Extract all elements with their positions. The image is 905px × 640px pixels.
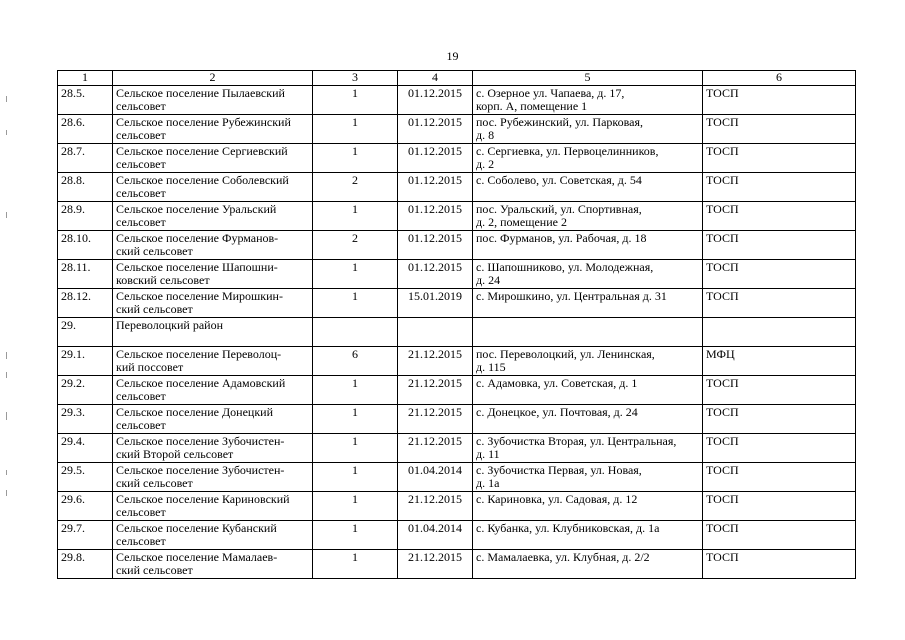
column-header-5: 5 (473, 71, 703, 86)
address-cell: пос. Рубежинский, ул. Парковая, д. 8 (473, 115, 703, 144)
type-cell: ТОСП (703, 173, 856, 202)
date-cell: 01.04.2014 (398, 521, 473, 550)
date-cell: 01.12.2015 (398, 231, 473, 260)
count-cell: 1 (313, 115, 398, 144)
table-row (58, 231, 856, 260)
address-cell: с. Адамовка, ул. Советская, д. 1 (473, 376, 703, 405)
row-number-cell: 28.5. (58, 86, 113, 115)
count-cell: 1 (313, 550, 398, 579)
type-cell: ТОСП (703, 144, 856, 173)
row-number-cell: 29.6. (58, 492, 113, 521)
count-cell: 1 (313, 434, 398, 463)
row-number-cell: 29.8. (58, 550, 113, 579)
row-number-cell: 29.5. (58, 463, 113, 492)
row-number-cell: 28.7. (58, 144, 113, 173)
scan-margin-mark (6, 130, 7, 135)
count-cell: 1 (313, 405, 398, 434)
column-header-1: 1 (58, 71, 113, 86)
address-cell: пос. Уральский, ул. Спортивная, д. 2, помещение 2 (473, 202, 703, 231)
row-number-cell: 28.10. (58, 231, 113, 260)
address-cell: пос. Переволоцкий, ул. Ленинская, д. 115 (473, 347, 703, 376)
count-cell: 1 (313, 376, 398, 405)
type-cell: ТОСП (703, 289, 856, 318)
row-number-cell: 29. (58, 318, 113, 347)
count-cell: 1 (313, 521, 398, 550)
type-cell: ТОСП (703, 86, 856, 115)
scan-margin-mark (6, 412, 7, 420)
address-cell (473, 318, 703, 347)
settlement-name-cell: Сельское поселение Сергиевский сельсовет (113, 144, 313, 173)
count-cell: 6 (313, 347, 398, 376)
settlement-name-cell: Сельское поселение Рубежинский сельсовет (113, 115, 313, 144)
type-cell: ТОСП (703, 260, 856, 289)
settlement-name-cell: Переволоцкий район (113, 318, 313, 347)
column-header-2: 2 (113, 71, 313, 86)
count-cell: 1 (313, 86, 398, 115)
type-cell: ТОСП (703, 434, 856, 463)
scan-margin-mark (6, 96, 7, 102)
address-cell: пос. Фурманов, ул. Рабочая, д. 18 (473, 231, 703, 260)
address-cell: с. Шапошниково, ул. Молодежная, д. 24 (473, 260, 703, 289)
table-row (58, 347, 856, 376)
settlement-name-cell: Сельское поселение Кубанский сельсовет (113, 521, 313, 550)
count-cell: 1 (313, 463, 398, 492)
address-cell: с. Мамалаевка, ул. Клубная, д. 2/2 (473, 550, 703, 579)
row-number-cell: 29.4. (58, 434, 113, 463)
type-cell: ТОСП (703, 115, 856, 144)
date-cell: 01.12.2015 (398, 173, 473, 202)
address-cell: с. Зубочистка Первая, ул. Новая, д. 1а (473, 463, 703, 492)
address-cell: с. Мирошкино, ул. Центральная д. 31 (473, 289, 703, 318)
settlement-name-cell: Сельское поселение Соболевский сельсовет (113, 173, 313, 202)
row-number-cell: 28.12. (58, 289, 113, 318)
address-cell: с. Озерное ул. Чапаева, д. 17, корп. А, помещение 1 (473, 86, 703, 115)
count-cell: 1 (313, 144, 398, 173)
type-cell: ТОСП (703, 231, 856, 260)
date-cell: 01.12.2015 (398, 86, 473, 115)
service-points-table (57, 70, 856, 579)
table-row (58, 550, 856, 579)
table-row (58, 173, 856, 202)
settlement-name-cell: Сельское поселение Адамовский сельсовет (113, 376, 313, 405)
table-row (58, 405, 856, 434)
table-row (58, 318, 856, 347)
date-cell: 21.12.2015 (398, 492, 473, 521)
row-number-cell: 28.9. (58, 202, 113, 231)
type-cell: ТОСП (703, 492, 856, 521)
date-cell (398, 318, 473, 347)
type-cell: ТОСП (703, 521, 856, 550)
row-number-cell: 28.6. (58, 115, 113, 144)
settlement-name-cell: Сельское поселение Шапошни- ковский сельсовет (113, 260, 313, 289)
scan-margin-mark (6, 352, 7, 359)
date-cell: 01.12.2015 (398, 115, 473, 144)
date-cell: 21.12.2015 (398, 550, 473, 579)
type-cell: ТОСП (703, 405, 856, 434)
address-cell: с. Кариновка, ул. Садовая, д. 12 (473, 492, 703, 521)
column-header-6: 6 (703, 71, 856, 86)
table-header-row (58, 71, 856, 86)
table-row (58, 492, 856, 521)
table-row (58, 260, 856, 289)
table-row (58, 376, 856, 405)
date-cell: 01.12.2015 (398, 144, 473, 173)
settlement-name-cell: Сельское поселение Зубочистен- ский сельсовет (113, 463, 313, 492)
count-cell: 2 (313, 231, 398, 260)
address-cell: с. Соболево, ул. Советская, д. 54 (473, 173, 703, 202)
row-number-cell: 29.2. (58, 376, 113, 405)
count-cell: 1 (313, 202, 398, 231)
settlement-name-cell: Сельское поселение Переволоц- кий поссовет (113, 347, 313, 376)
settlement-name-cell: Сельское поселение Мамалаев- ский сельсовет (113, 550, 313, 579)
column-header-4: 4 (398, 71, 473, 86)
address-cell: с. Сергиевка, ул. Первоцелинников, д. 2 (473, 144, 703, 173)
row-number-cell: 29.7. (58, 521, 113, 550)
type-cell: МФЦ (703, 347, 856, 376)
count-cell (313, 318, 398, 347)
count-cell: 1 (313, 289, 398, 318)
type-cell: ТОСП (703, 376, 856, 405)
address-cell: с. Зубочистка Вторая, ул. Центральная, д. 11 (473, 434, 703, 463)
row-number-cell: 29.3. (58, 405, 113, 434)
scan-margin-mark (6, 212, 7, 218)
settlement-name-cell: Сельское поселение Донецкий сельсовет (113, 405, 313, 434)
date-cell: 21.12.2015 (398, 434, 473, 463)
count-cell: 1 (313, 260, 398, 289)
date-cell: 21.12.2015 (398, 376, 473, 405)
table-row (58, 463, 856, 492)
scan-margin-mark (6, 372, 7, 378)
row-number-cell: 29.1. (58, 347, 113, 376)
date-cell: 01.12.2015 (398, 260, 473, 289)
date-cell: 15.01.2019 (398, 289, 473, 318)
date-cell: 21.12.2015 (398, 405, 473, 434)
date-cell: 21.12.2015 (398, 347, 473, 376)
row-number-cell: 28.11. (58, 260, 113, 289)
count-cell: 1 (313, 492, 398, 521)
settlement-name-cell: Сельское поселение Кариновский сельсовет (113, 492, 313, 521)
settlement-name-cell: Сельское поселение Пылаевский сельсовет (113, 86, 313, 115)
type-cell: ТОСП (703, 550, 856, 579)
settlement-name-cell: Сельское поселение Мирошкин- ский сельсовет (113, 289, 313, 318)
settlement-name-cell: Сельское поселение Фурманов- ский сельсовет (113, 231, 313, 260)
settlement-name-cell: Сельское поселение Уральский сельсовет (113, 202, 313, 231)
type-cell (703, 318, 856, 347)
page-number: 19 (446, 49, 459, 63)
row-number-cell: 28.8. (58, 173, 113, 202)
count-cell: 2 (313, 173, 398, 202)
table-row (58, 521, 856, 550)
settlement-name-cell: Сельское поселение Зубочистен- ский Второй сельсовет (113, 434, 313, 463)
address-cell: с. Донецкое, ул. Почтовая, д. 24 (473, 405, 703, 434)
address-cell: с. Кубанка, ул. Клубниковская, д. 1а (473, 521, 703, 550)
table-row (58, 289, 856, 318)
type-cell: ТОСП (703, 202, 856, 231)
scan-margin-mark (6, 490, 7, 496)
table-row (58, 434, 856, 463)
table-row (58, 115, 856, 144)
table-row (58, 86, 856, 115)
type-cell: ТОСП (703, 463, 856, 492)
column-header-3: 3 (313, 71, 398, 86)
table-row (58, 202, 856, 231)
date-cell: 01.12.2015 (398, 202, 473, 231)
date-cell: 01.04.2014 (398, 463, 473, 492)
table-row (58, 144, 856, 173)
scan-margin-mark (6, 470, 7, 475)
